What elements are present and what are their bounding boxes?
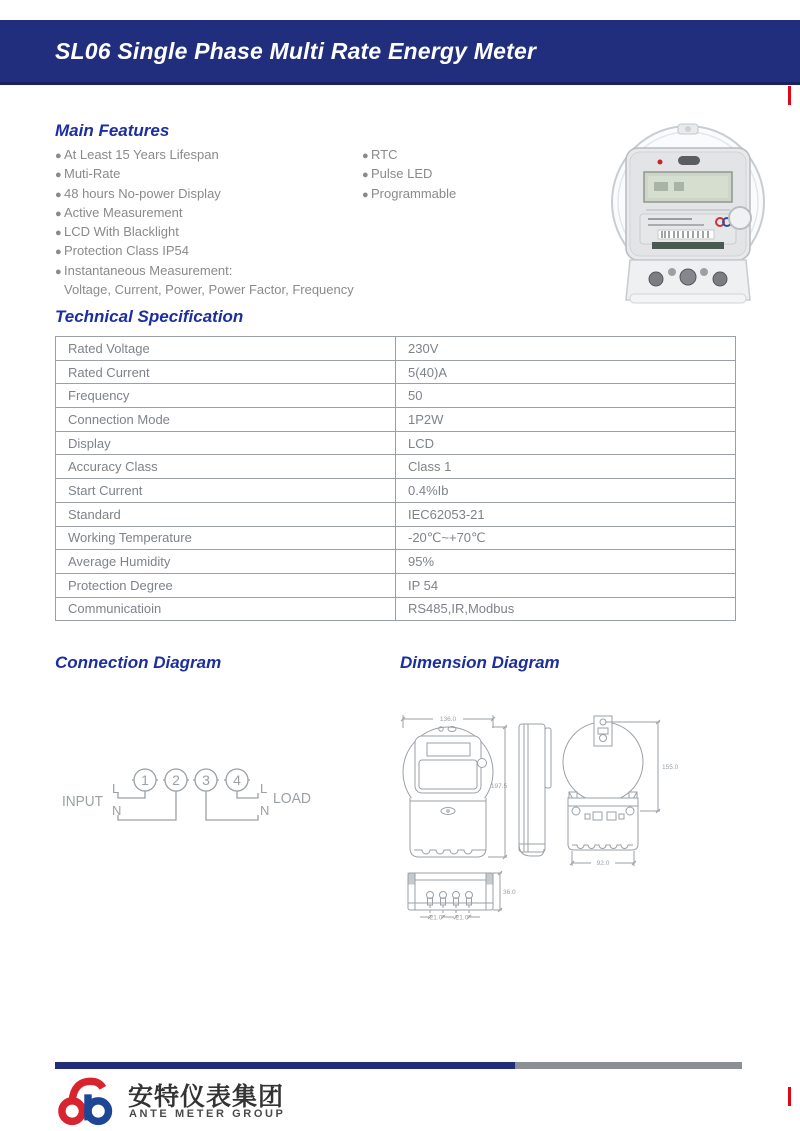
bullet-icon: ● [55,169,62,182]
n-left-label: N [112,803,122,818]
feature-item: ● Active Measurement [55,204,354,223]
bullet-icon: ● [55,265,62,278]
dim-width-label: 136.0 [439,716,457,723]
footer-bar-gray [515,1062,742,1069]
table-row [56,337,736,361]
spec-label: Protection Degree [56,573,396,597]
spec-value: 95% [396,550,736,574]
spec-label: Rated Voltage [56,337,396,361]
table-row [56,408,736,432]
table-row [56,455,736,479]
spec-value: IEC62053-21 [396,502,736,526]
terminal-4: 4 [233,772,241,788]
feature-item: ● Programmable [362,185,456,204]
spec-value: 1P2W [396,408,736,432]
table-row [56,384,736,408]
table-row [56,550,736,574]
spec-value: 50 [396,384,736,408]
bullet-icon: ● [55,188,62,201]
spec-value: 230V [396,337,736,361]
technical-specification-heading: Technical Specification [55,307,244,326]
features-left-column [55,146,354,298]
n-right-label: N [260,803,270,818]
bullet-icon: ● [55,207,62,220]
table-row [56,573,736,597]
spec-value: 5(40)A [396,360,736,384]
company-name-cn: 安特仪表集团 [128,1083,285,1111]
connection-diagram [50,745,320,855]
spec-value: 0.4%Ib [396,479,736,503]
feature-item: ● Pulse LED [362,165,456,184]
page-title: SL06 Single Phase Multi Rate Energy Meter [55,38,537,64]
bullet-icon: ● [55,227,62,240]
spec-label: Start Current [56,479,396,503]
dim-pitch-a-label: 21.0 [429,914,443,922]
dim-mount-width-label: 92.0 [596,860,610,867]
dimension-diagram [388,698,688,938]
features-right-column [362,146,456,204]
terminal-3: 3 [202,772,210,788]
dim-pitch-b-label: 21.0 [455,914,469,922]
spec-label: Connection Mode [56,408,396,432]
feature-item: ● Protection Class IP54 [55,242,354,261]
company-name-en: ANTE METER GROUP [129,1108,286,1120]
table-row [56,479,736,503]
table-row [56,431,736,455]
spec-value: IP 54 [396,573,736,597]
meter-button [729,207,751,229]
spec-label: Working Temperature [56,526,396,550]
crop-mark-top [788,86,791,105]
table-row [56,526,736,550]
footer-bar-blue [55,1062,515,1069]
feature-item: ● At Least 15 Years Lifespan [55,146,354,165]
spec-label: Accuracy Class [56,455,396,479]
dim-depth-label: 36.0 [503,889,516,896]
spec-value: LCD [396,431,736,455]
dimension-diagram-heading: Dimension Diagram [400,653,560,672]
spec-label: Standard [56,502,396,526]
table-row [56,502,736,526]
bullet-icon: ● [362,169,369,182]
ante-logo-icon [53,1072,123,1126]
ir-window-icon [678,156,700,165]
spec-value: Class 1 [396,455,736,479]
crop-mark-bottom [788,1087,791,1106]
input-label: INPUT [62,793,103,810]
table-row [56,360,736,384]
spec-value: RS485,IR,Modbus [396,597,736,621]
spec-label: Communicatioin [56,597,396,621]
terminal-1: 1 [141,772,149,788]
l-right-label: L [260,781,268,796]
feature-item: ● LCD With Blacklight [55,223,354,242]
spec-label: Rated Current [56,360,396,384]
feature-item-continuation: Voltage, Current, Power, Power Factor, Frequency [64,282,354,298]
header-band [0,20,800,85]
l-left-label: L [112,781,120,796]
connection-diagram-heading: Connection Diagram [55,653,222,672]
spec-label: Average Humidity [56,550,396,574]
main-features-heading: Main Features [55,121,170,140]
dim-height-label: 197.5 [490,783,508,790]
feature-item: ● RTC [362,146,456,165]
spec-table [55,336,736,621]
spec-label: Frequency [56,384,396,408]
load-label: LOAD [273,790,312,807]
spec-label: Display [56,431,396,455]
product-photo [600,122,780,308]
bullet-icon: ● [55,150,62,162]
feature-item: ● Instantaneous Measurement: [55,262,354,281]
feature-item: ● 48 hours No-power Display [55,185,354,204]
led-icon [658,160,663,165]
bullet-icon: ● [55,246,62,259]
feature-item: ● Muti-Rate [55,165,354,184]
spec-value: -20℃~+70℃ [396,526,736,550]
dim-body-height-label: 155.0 [662,764,679,771]
bullet-icon: ● [362,150,369,162]
table-row [56,597,736,621]
terminal-2: 2 [172,772,180,788]
bullet-icon: ● [362,188,369,201]
